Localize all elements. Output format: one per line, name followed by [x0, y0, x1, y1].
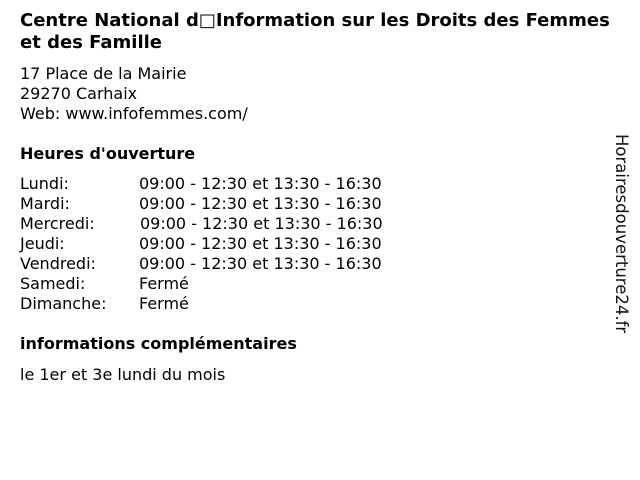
address-block — [20, 64, 248, 124]
additional-info-text: le 1er et 3e lundi du mois — [20, 365, 226, 384]
day-hours: Fermé — [139, 294, 189, 313]
day-hours: 09:00 - 12:30 et 13:30 - 16:30 — [139, 254, 382, 273]
day-label: Vendredi: — [20, 254, 96, 273]
opening-hours-heading: Heures d'ouverture — [20, 144, 196, 163]
website-line[interactable]: Web: www.infofemmes.com/ — [20, 104, 248, 123]
address-street: 17 Place de la Mairie — [20, 64, 187, 83]
day-label: Mardi: — [20, 194, 70, 213]
day-hours: 09:00 - 12:30 et 13:30 - 16:30 — [140, 214, 383, 233]
day-hours: Fermé — [139, 274, 189, 293]
day-label: Dimanche: — [20, 294, 107, 313]
day-label: Mercredi: — [20, 214, 95, 233]
day-label: Samedi: — [20, 274, 86, 293]
day-label: Lundi: — [20, 174, 69, 193]
address-city: 29270 Carhaix — [20, 84, 138, 103]
page-title: Centre National d□Information sur les Droits des Femmes et des Famille — [20, 10, 610, 53]
day-hours: 09:00 - 12:30 et 13:30 - 16:30 — [139, 234, 382, 253]
day-hours: 09:00 - 12:30 et 13:30 - 16:30 — [139, 174, 382, 193]
day-label: Jeudi: — [20, 234, 65, 253]
day-hours: 09:00 - 12:30 et 13:30 - 16:30 — [139, 194, 382, 213]
additional-info-heading: informations complémentaires — [20, 334, 297, 353]
watermark-text: Horairesdouverture24.fr — [612, 134, 631, 334]
site-watermark — [610, 134, 634, 344]
